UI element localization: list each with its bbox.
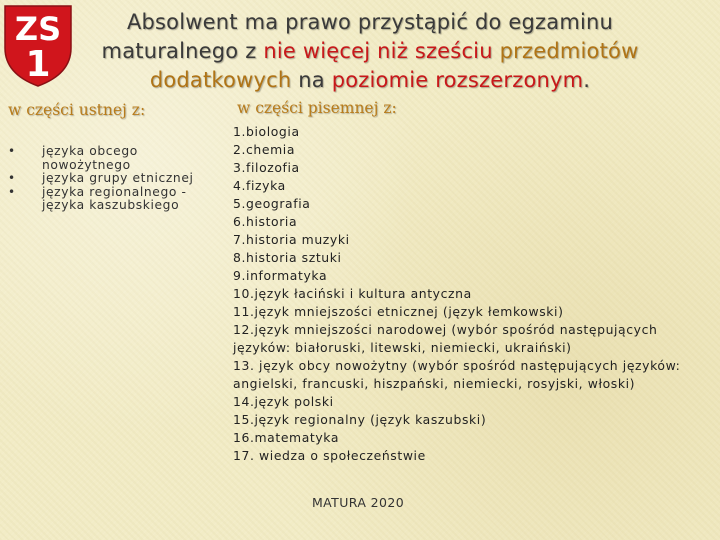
written-item: 4.fizyka [233,178,286,193]
title-highlight-level: poziomie rozszerzonym [331,68,584,92]
title-part: Absolwent ma prawo przystąpić do egzaminu maturalnego z [101,10,614,63]
written-item: 17. wiedza o społeczeństwie [233,448,426,463]
footer-label: MATURA 2020 [312,495,405,510]
written-item: 1.biologia [233,124,300,139]
written-item: 15.język regionalny (język kaszubski) [233,412,487,427]
written-item: 13. język obcy nowożytny (wybór spośród następujących języków: angielski, francuski, hiszpański, niemiecki, rosyjski, włoski) [233,358,681,391]
slide-title [60,8,680,95]
oral-item-text: języka regionalnego - języka kaszubskiego [42,184,187,212]
oral-item [8,172,218,186]
title-part [493,39,500,63]
title-part: . [583,68,591,92]
logo-text-zs: ZS [14,10,62,48]
written-item: 16.matematyka [233,430,340,445]
title-highlight-limit: nie więcej niż sześciu [263,39,493,63]
written-item: 10.język łaciński i kultura antyczna [233,286,472,301]
oral-item-text: języka obcego nowożytnego [42,144,138,172]
written-item: 8.historia sztuki [233,250,342,265]
title-highlight-subjects: przedmiotów dodatkowych [149,39,639,92]
written-list [233,123,713,465]
bullet-icon: • [8,184,16,199]
written-item: 6.historia [233,214,298,229]
written-item: 11.język mniejszości etnicznej (język łemkowski) [233,304,564,319]
bullet-icon: • [8,171,16,185]
title-part: na [291,68,332,92]
written-item: 12.język mniejszości narodowej (wybór spośród następujących języków: białoruski, litewski, niemiecki, ukraiński) [233,322,658,355]
oral-list [8,145,218,213]
written-heading: w części pisemnej z: [237,99,397,117]
written-item: 2.chemia [233,142,296,157]
oral-item [8,186,218,213]
written-item: 14.język polski [233,394,334,409]
oral-item-text: języka grupy etnicznej [42,171,194,185]
logo-text-1: 1 [25,44,51,85]
written-item: 5.geografia [233,196,311,211]
oral-item [8,145,218,172]
bullet-icon: • [8,144,16,158]
written-item: 9.informatyka [233,268,328,283]
oral-heading: w części ustnej z: [8,101,146,119]
written-item: 3.filozofia [233,160,300,175]
written-item: 7.historia muzyki [233,232,350,247]
